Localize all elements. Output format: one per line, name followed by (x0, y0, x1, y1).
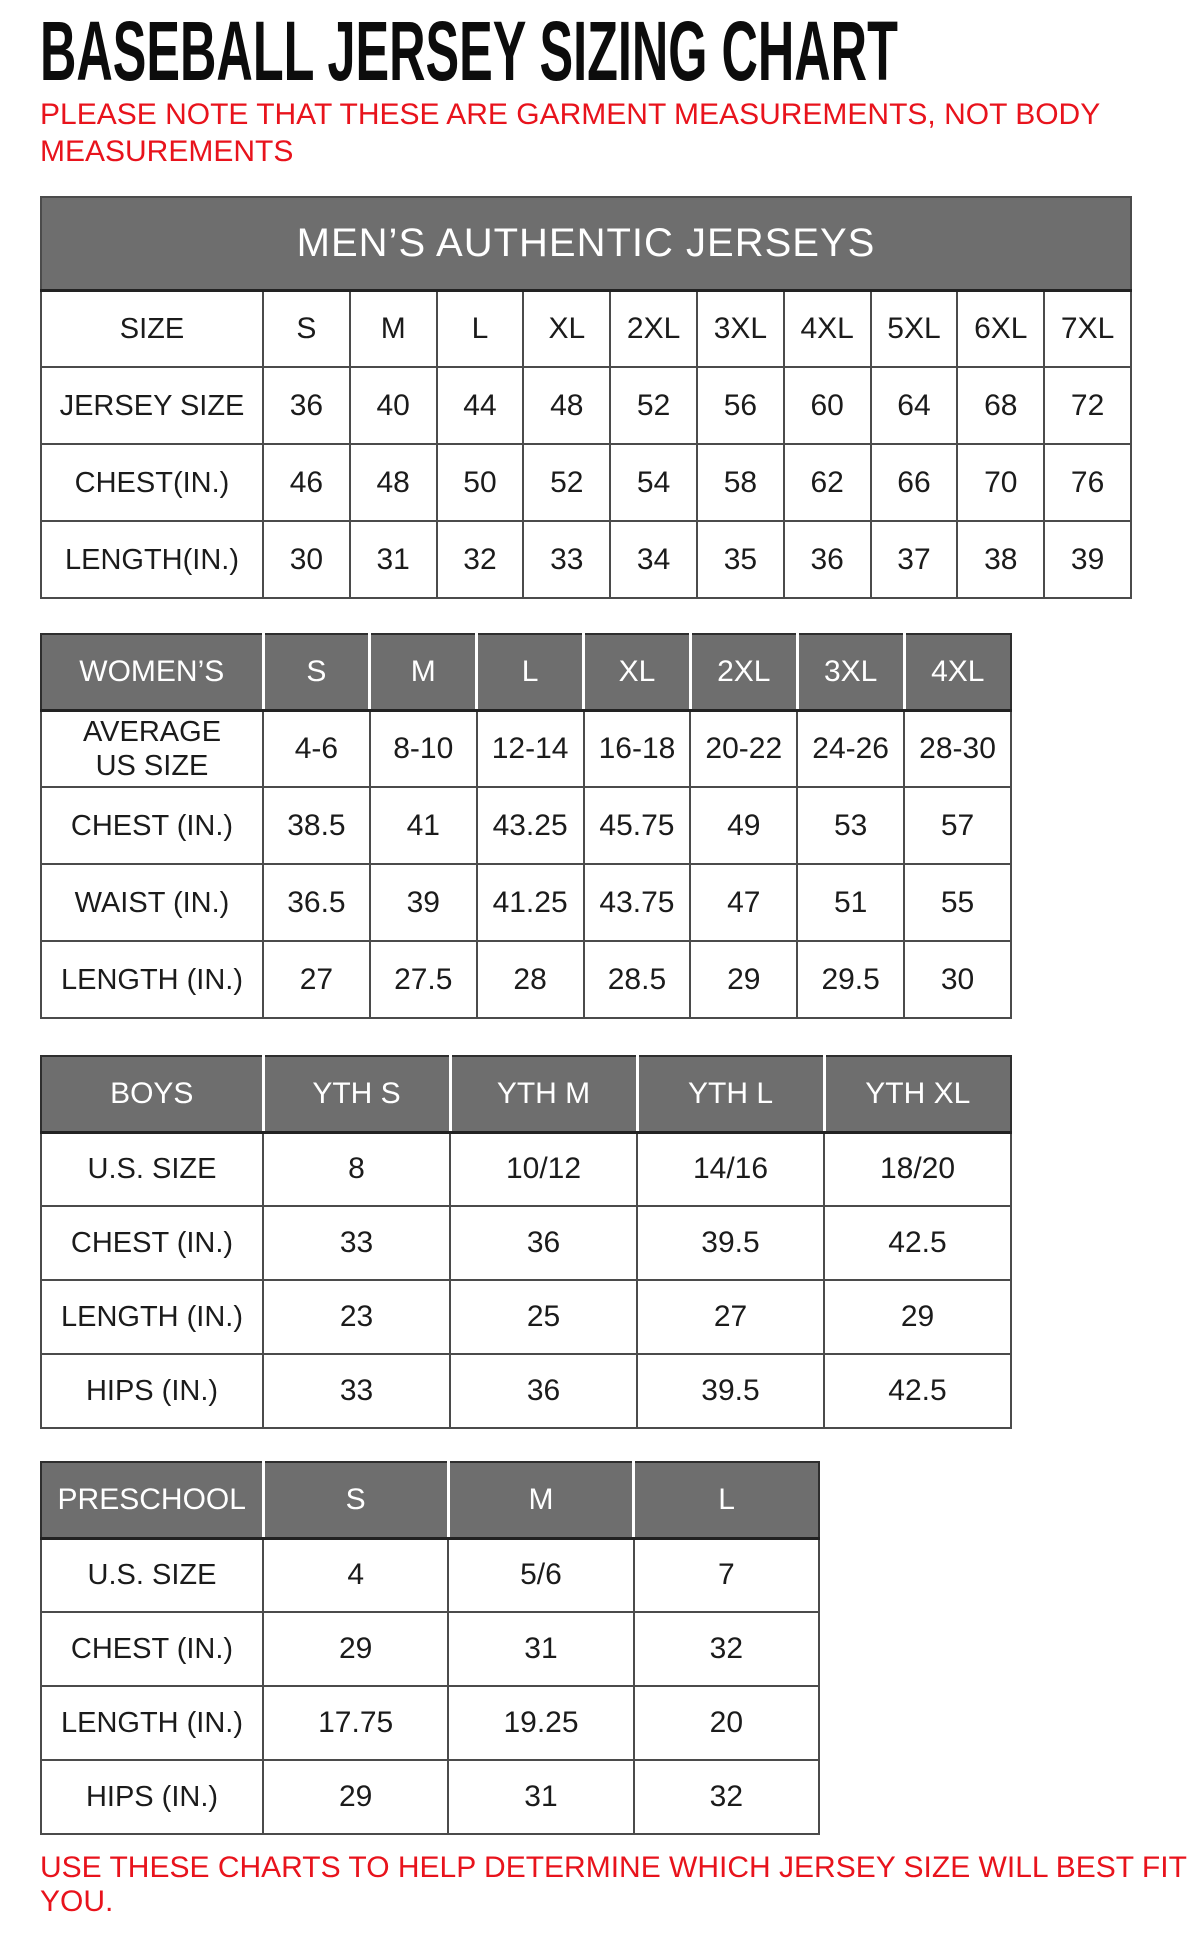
preschool-value-cell: 29 (263, 1612, 448, 1686)
boys-column-header: YTH XL (824, 1056, 1011, 1132)
boys-row-label: CHEST (IN.) (41, 1206, 263, 1280)
womens-value-cell: 28 (477, 941, 584, 1018)
boys-value-cell: 42.5 (824, 1206, 1011, 1280)
preschool-table-row (41, 1760, 819, 1834)
preschool-value-cell: 17.75 (263, 1686, 448, 1760)
preschool-table-row (41, 1686, 819, 1760)
mens-value-cell: 40 (350, 367, 437, 444)
mens-value-cell: S (263, 290, 350, 367)
preschool-value-cell: 31 (448, 1760, 633, 1834)
womens-value-cell: 57 (904, 787, 1011, 864)
garment-measurement-note: PLEASE NOTE THAT THESE ARE GARMENT MEASUREMENTS, NOT BODY MEASUREMENTS (40, 98, 1100, 168)
womens-table-row (41, 710, 1011, 787)
preschool-value-cell: 4 (263, 1538, 448, 1612)
mens-table-row (41, 521, 1131, 598)
mens-row-label: SIZE (41, 290, 263, 367)
boys-header-label: BOYS (41, 1056, 263, 1132)
mens-value-cell: 4XL (784, 290, 871, 367)
mens-value-cell: M (350, 290, 437, 367)
mens-value-cell: 72 (1044, 367, 1131, 444)
womens-value-cell: 41 (370, 787, 477, 864)
womens-value-cell: 16-18 (584, 710, 691, 787)
preschool-value-cell: 19.25 (448, 1686, 633, 1760)
womens-column-header: S (263, 634, 370, 710)
preschool-column-header: L (634, 1462, 819, 1538)
mens-table-container (40, 196, 1200, 599)
mens-value-cell: 44 (437, 367, 524, 444)
mens-value-cell: 39 (1044, 521, 1131, 598)
mens-value-cell: 5XL (871, 290, 958, 367)
mens-table-row (41, 290, 1131, 367)
mens-value-cell: 46 (263, 444, 350, 521)
mens-value-cell: 32 (437, 521, 524, 598)
boys-value-cell: 39.5 (637, 1206, 824, 1280)
boys-column-header: YTH M (450, 1056, 637, 1132)
boys-table-row (41, 1354, 1011, 1428)
preschool-value-cell: 32 (634, 1760, 819, 1834)
boys-value-cell: 29 (824, 1280, 1011, 1354)
womens-column-header: M (370, 634, 477, 710)
womens-row-label: AVERAGE US SIZE (41, 710, 263, 787)
boys-column-header: YTH L (637, 1056, 824, 1132)
preschool-value-cell: 29 (263, 1760, 448, 1834)
boys-value-cell: 39.5 (637, 1354, 824, 1428)
womens-value-cell: 29 (690, 941, 797, 1018)
womens-value-cell: 51 (797, 864, 904, 941)
mens-value-cell: L (437, 290, 524, 367)
womens-column-header: XL (584, 634, 691, 710)
mens-value-cell: 3XL (697, 290, 784, 367)
boys-value-cell: 36 (450, 1206, 637, 1280)
mens-value-cell: 31 (350, 521, 437, 598)
womens-value-cell: 43.75 (584, 864, 691, 941)
mens-value-cell: 58 (697, 444, 784, 521)
preschool-column-header: S (263, 1462, 448, 1538)
mens-value-cell: 48 (350, 444, 437, 521)
mens-value-cell: 52 (523, 444, 610, 521)
mens-value-cell: 60 (784, 367, 871, 444)
womens-column-header: 4XL (904, 634, 1011, 710)
womens-row-label: CHEST (IN.) (41, 787, 263, 864)
womens-row-label: WAIST (IN.) (41, 864, 263, 941)
mens-banner-title: MEN’S AUTHENTIC JERSEYS (41, 197, 1131, 290)
boys-table-row (41, 1280, 1011, 1354)
womens-value-cell: 20-22 (690, 710, 797, 787)
mens-value-cell: 68 (957, 367, 1044, 444)
preschool-value-cell: 20 (634, 1686, 819, 1760)
womens-value-cell: 27 (263, 941, 370, 1018)
mens-row-label: CHEST(IN.) (41, 444, 263, 521)
preschool-row-label: HIPS (IN.) (41, 1760, 263, 1834)
womens-value-cell: 28-30 (904, 710, 1011, 787)
mens-value-cell: 2XL (610, 290, 697, 367)
boys-value-cell: 8 (263, 1132, 450, 1206)
mens-value-cell: 36 (263, 367, 350, 444)
womens-value-cell: 41.25 (477, 864, 584, 941)
preschool-row-label: U.S. SIZE (41, 1538, 263, 1612)
mens-value-cell: 34 (610, 521, 697, 598)
preschool-column-header: M (448, 1462, 633, 1538)
preschool-table-row (41, 1612, 819, 1686)
womens-table-row (41, 787, 1011, 864)
womens-value-cell: 29.5 (797, 941, 904, 1018)
womens-value-cell: 43.25 (477, 787, 584, 864)
mens-value-cell: 37 (871, 521, 958, 598)
boys-value-cell: 18/20 (824, 1132, 1011, 1206)
sizing-tables (40, 196, 1200, 1835)
mens-table-row (41, 367, 1131, 444)
mens-value-cell: 54 (610, 444, 697, 521)
preschool-row-label: LENGTH (IN.) (41, 1686, 263, 1760)
boys-column-header: YTH S (263, 1056, 450, 1132)
mens-sizing-table (40, 196, 1132, 599)
mens-value-cell: 66 (871, 444, 958, 521)
boys-row-label: HIPS (IN.) (41, 1354, 263, 1428)
preschool-row-label: CHEST (IN.) (41, 1612, 263, 1686)
womens-value-cell: 49 (690, 787, 797, 864)
boys-value-cell: 10/12 (450, 1132, 637, 1206)
mens-value-cell: 30 (263, 521, 350, 598)
preschool-table-container (40, 1461, 1200, 1835)
mens-value-cell: 56 (697, 367, 784, 444)
womens-value-cell: 53 (797, 787, 904, 864)
mens-value-cell: XL (523, 290, 610, 367)
womens-value-cell: 36.5 (263, 864, 370, 941)
mens-value-cell: 70 (957, 444, 1044, 521)
womens-value-cell: 12-14 (477, 710, 584, 787)
preschool-value-cell: 31 (448, 1612, 633, 1686)
womens-value-cell: 27.5 (370, 941, 477, 1018)
boys-sizing-table (40, 1055, 1012, 1429)
mens-value-cell: 7XL (1044, 290, 1131, 367)
womens-sizing-table (40, 633, 1012, 1019)
womens-column-header: 2XL (690, 634, 797, 710)
mens-value-cell: 62 (784, 444, 871, 521)
boys-table-row (41, 1132, 1011, 1206)
mens-value-cell: 50 (437, 444, 524, 521)
womens-value-cell: 8-10 (370, 710, 477, 787)
womens-header-label: WOMEN’S (41, 634, 263, 710)
mens-value-cell: 64 (871, 367, 958, 444)
boys-value-cell: 23 (263, 1280, 450, 1354)
womens-value-cell: 55 (904, 864, 1011, 941)
womens-value-cell: 47 (690, 864, 797, 941)
mens-value-cell: 6XL (957, 290, 1044, 367)
boys-value-cell: 42.5 (824, 1354, 1011, 1428)
mens-value-cell: 36 (784, 521, 871, 598)
womens-value-cell: 39 (370, 864, 477, 941)
boys-row-label: U.S. SIZE (41, 1132, 263, 1206)
womens-table-container (40, 633, 1200, 1019)
boys-value-cell: 14/16 (637, 1132, 824, 1206)
preschool-table-row (41, 1538, 819, 1612)
preschool-header-label: PRESCHOOL (41, 1462, 263, 1538)
boys-table-row (41, 1206, 1011, 1280)
womens-row-label: LENGTH (IN.) (41, 941, 263, 1018)
mens-value-cell: 38 (957, 521, 1044, 598)
mens-row-label: JERSEY SIZE (41, 367, 263, 444)
mens-table-row (41, 444, 1131, 521)
preschool-sizing-table (40, 1461, 820, 1835)
womens-table-row (41, 941, 1011, 1018)
womens-value-cell: 4-6 (263, 710, 370, 787)
womens-column-header: L (477, 634, 584, 710)
boys-value-cell: 25 (450, 1280, 637, 1354)
preschool-value-cell: 5/6 (448, 1538, 633, 1612)
preschool-value-cell: 32 (634, 1612, 819, 1686)
preschool-value-cell: 7 (634, 1538, 819, 1612)
page-title: BASEBALL JERSEY SIZING CHART (40, 4, 898, 98)
boys-row-label: LENGTH (IN.) (41, 1280, 263, 1354)
womens-value-cell: 45.75 (584, 787, 691, 864)
womens-table-row (41, 864, 1011, 941)
womens-value-cell: 30 (904, 941, 1011, 1018)
womens-column-header: 3XL (797, 634, 904, 710)
mens-value-cell: 48 (523, 367, 610, 444)
footer-note: USE THESE CHARTS TO HELP DETERMINE WHICH JERSEY SIZE WILL BEST FIT YOU. (40, 1851, 1187, 1918)
page-header (40, 4, 1200, 170)
boys-value-cell: 27 (637, 1280, 824, 1354)
mens-value-cell: 33 (523, 521, 610, 598)
mens-value-cell: 35 (697, 521, 784, 598)
mens-value-cell: 76 (1044, 444, 1131, 521)
mens-row-label: LENGTH(IN.) (41, 521, 263, 598)
boys-table-container (40, 1055, 1200, 1429)
mens-value-cell: 52 (610, 367, 697, 444)
womens-value-cell: 38.5 (263, 787, 370, 864)
boys-value-cell: 33 (263, 1206, 450, 1280)
boys-value-cell: 33 (263, 1354, 450, 1428)
womens-value-cell: 24-26 (797, 710, 904, 787)
boys-value-cell: 36 (450, 1354, 637, 1428)
womens-value-cell: 28.5 (584, 941, 691, 1018)
